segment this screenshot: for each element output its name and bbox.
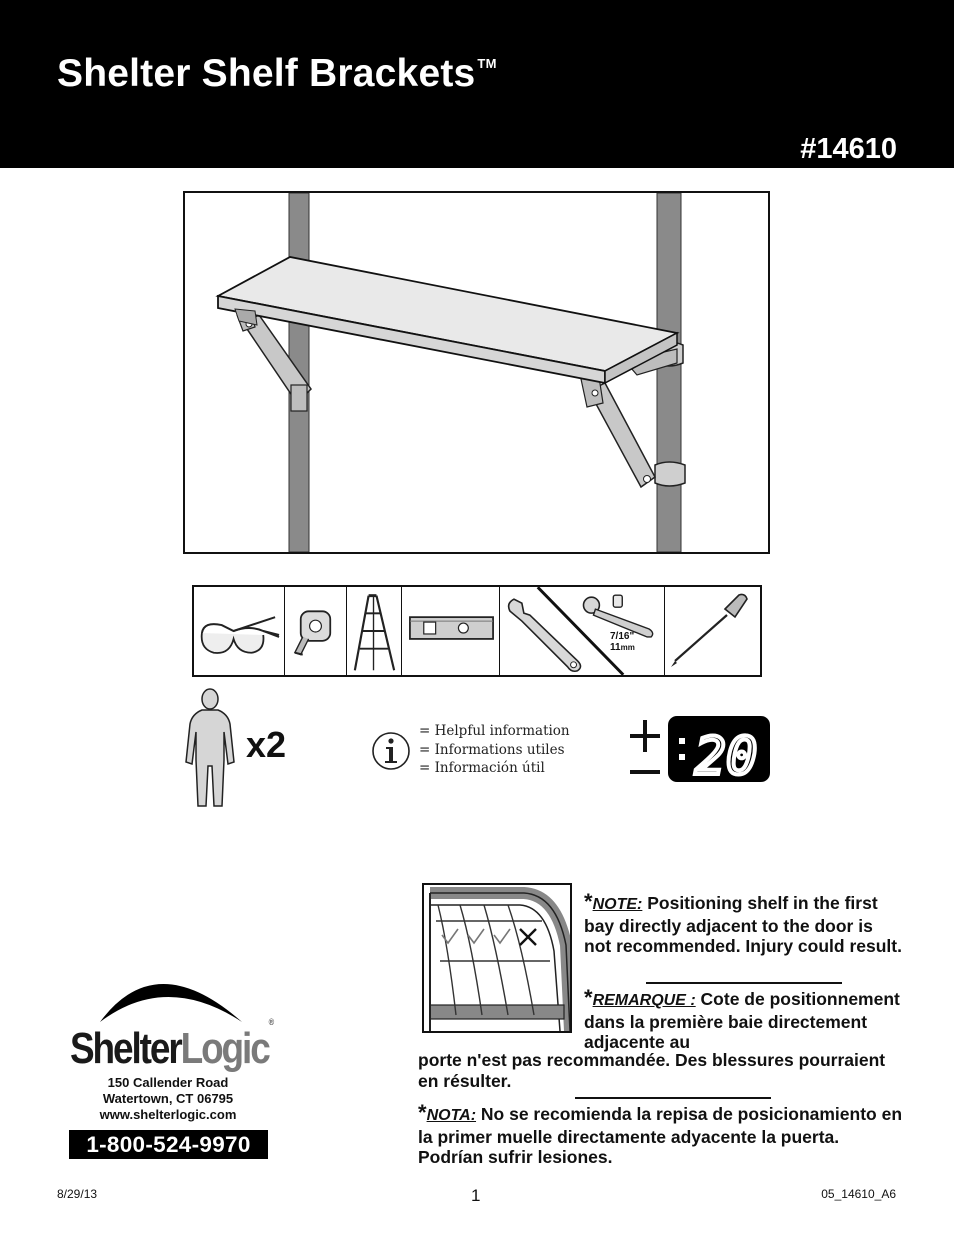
tool-safety-glasses xyxy=(194,587,285,675)
tape-measure-icon xyxy=(285,587,346,675)
note-es-label: NOTA: xyxy=(426,1107,477,1124)
brand-name-part1: Shelter xyxy=(70,1024,181,1073)
step-ladder-icon xyxy=(347,587,401,675)
info-legend-fr: = Informations utiles xyxy=(419,741,565,758)
cross-icon xyxy=(520,929,536,945)
shelterlogic-arc-icon xyxy=(96,962,246,1029)
time-digits: 20 xyxy=(694,727,758,784)
registered-mark: ® xyxy=(268,1017,275,1028)
tool-screwdriver xyxy=(665,587,760,675)
note-en-text: Positioning shelf in the first bay directly adjacent to the door is not recommended. Injury could result. xyxy=(584,893,902,956)
title-text: Shelter Shelf Brackets xyxy=(57,52,476,95)
socket-size-label xyxy=(610,631,635,653)
note-en-label: NOTE: xyxy=(592,896,643,913)
note-french-continued: porte n'est pas recommandée. Des blessures pourraient en résulter. xyxy=(418,1050,886,1091)
level-icon xyxy=(402,587,499,675)
checkmark-icon xyxy=(442,929,510,943)
screwdriver-icon xyxy=(665,587,760,675)
company-website: www.shelterlogic.com xyxy=(99,1107,237,1122)
part-number: #14610 xyxy=(800,133,897,165)
note-divider xyxy=(646,982,842,984)
note-fr-text-a: Cote de positionnement dans la première baie directement adjacente au xyxy=(584,989,900,1052)
company-address xyxy=(70,1075,266,1123)
plus-minus-icon xyxy=(630,720,660,772)
assembly-time-display xyxy=(626,714,772,789)
address-city: Watertown, CT 06795 xyxy=(102,1091,234,1106)
note-fr-label: REMARQUE : xyxy=(592,992,696,1009)
tool-wrench-and-ratchet xyxy=(500,587,665,675)
shelf-bracket-illustration xyxy=(183,191,770,554)
info-legend xyxy=(419,722,570,778)
note-french: *REMARQUE : Cote de positionnement dans la première baie directement adjacente au xyxy=(584,985,900,1052)
trademark-mark: TM xyxy=(477,56,497,71)
door-bay-diagram xyxy=(422,883,572,1033)
tools-required-strip xyxy=(192,585,762,677)
support-phone-number: 1-800-524-9970 xyxy=(69,1130,268,1159)
address-street: 150 Callender Road xyxy=(107,1075,229,1090)
page-number: 1 xyxy=(471,1186,481,1205)
note-divider xyxy=(575,1097,771,1099)
info-legend-en: = Helpful information xyxy=(419,723,570,739)
person-icon xyxy=(182,688,238,817)
info-icon xyxy=(371,731,411,776)
document-code: 05_14610_A6 xyxy=(821,1187,896,1201)
tool-level xyxy=(402,587,500,675)
document-title xyxy=(57,52,497,96)
note-english: *NOTE: Positioning shelf in the first bay directly adjacent to the door is not recommended. Injury could result. xyxy=(584,889,902,956)
socket-size-metric-unit: mm xyxy=(620,643,635,652)
tool-tape-measure xyxy=(285,587,347,675)
safety-glasses-icon xyxy=(194,587,284,675)
tool-step-ladder xyxy=(347,587,402,675)
info-legend-es: = Información útil xyxy=(419,760,545,776)
socket-size-metric-value: 11 xyxy=(610,642,621,653)
brand-name-part2: Logic xyxy=(180,1024,269,1073)
socket-size-fraction: 7/16" xyxy=(610,631,635,642)
note-es-text: No se recomienda la repisa de posicionamiento en la primer muelle directamente adyacente la puerta. Podrían sufrir lesiones. xyxy=(418,1104,903,1167)
wrench-ratchet-icon xyxy=(500,587,664,675)
brand-logo xyxy=(70,1017,275,1074)
people-count: x2 xyxy=(246,724,287,765)
footer-date: 8/29/13 xyxy=(57,1187,98,1201)
note-spanish: *NOTA: No se recomienda la repisa de posicionamiento en la primer muelle directamente adyacente la puerta. Podrían sufrir lesiones. xyxy=(418,1100,903,1167)
